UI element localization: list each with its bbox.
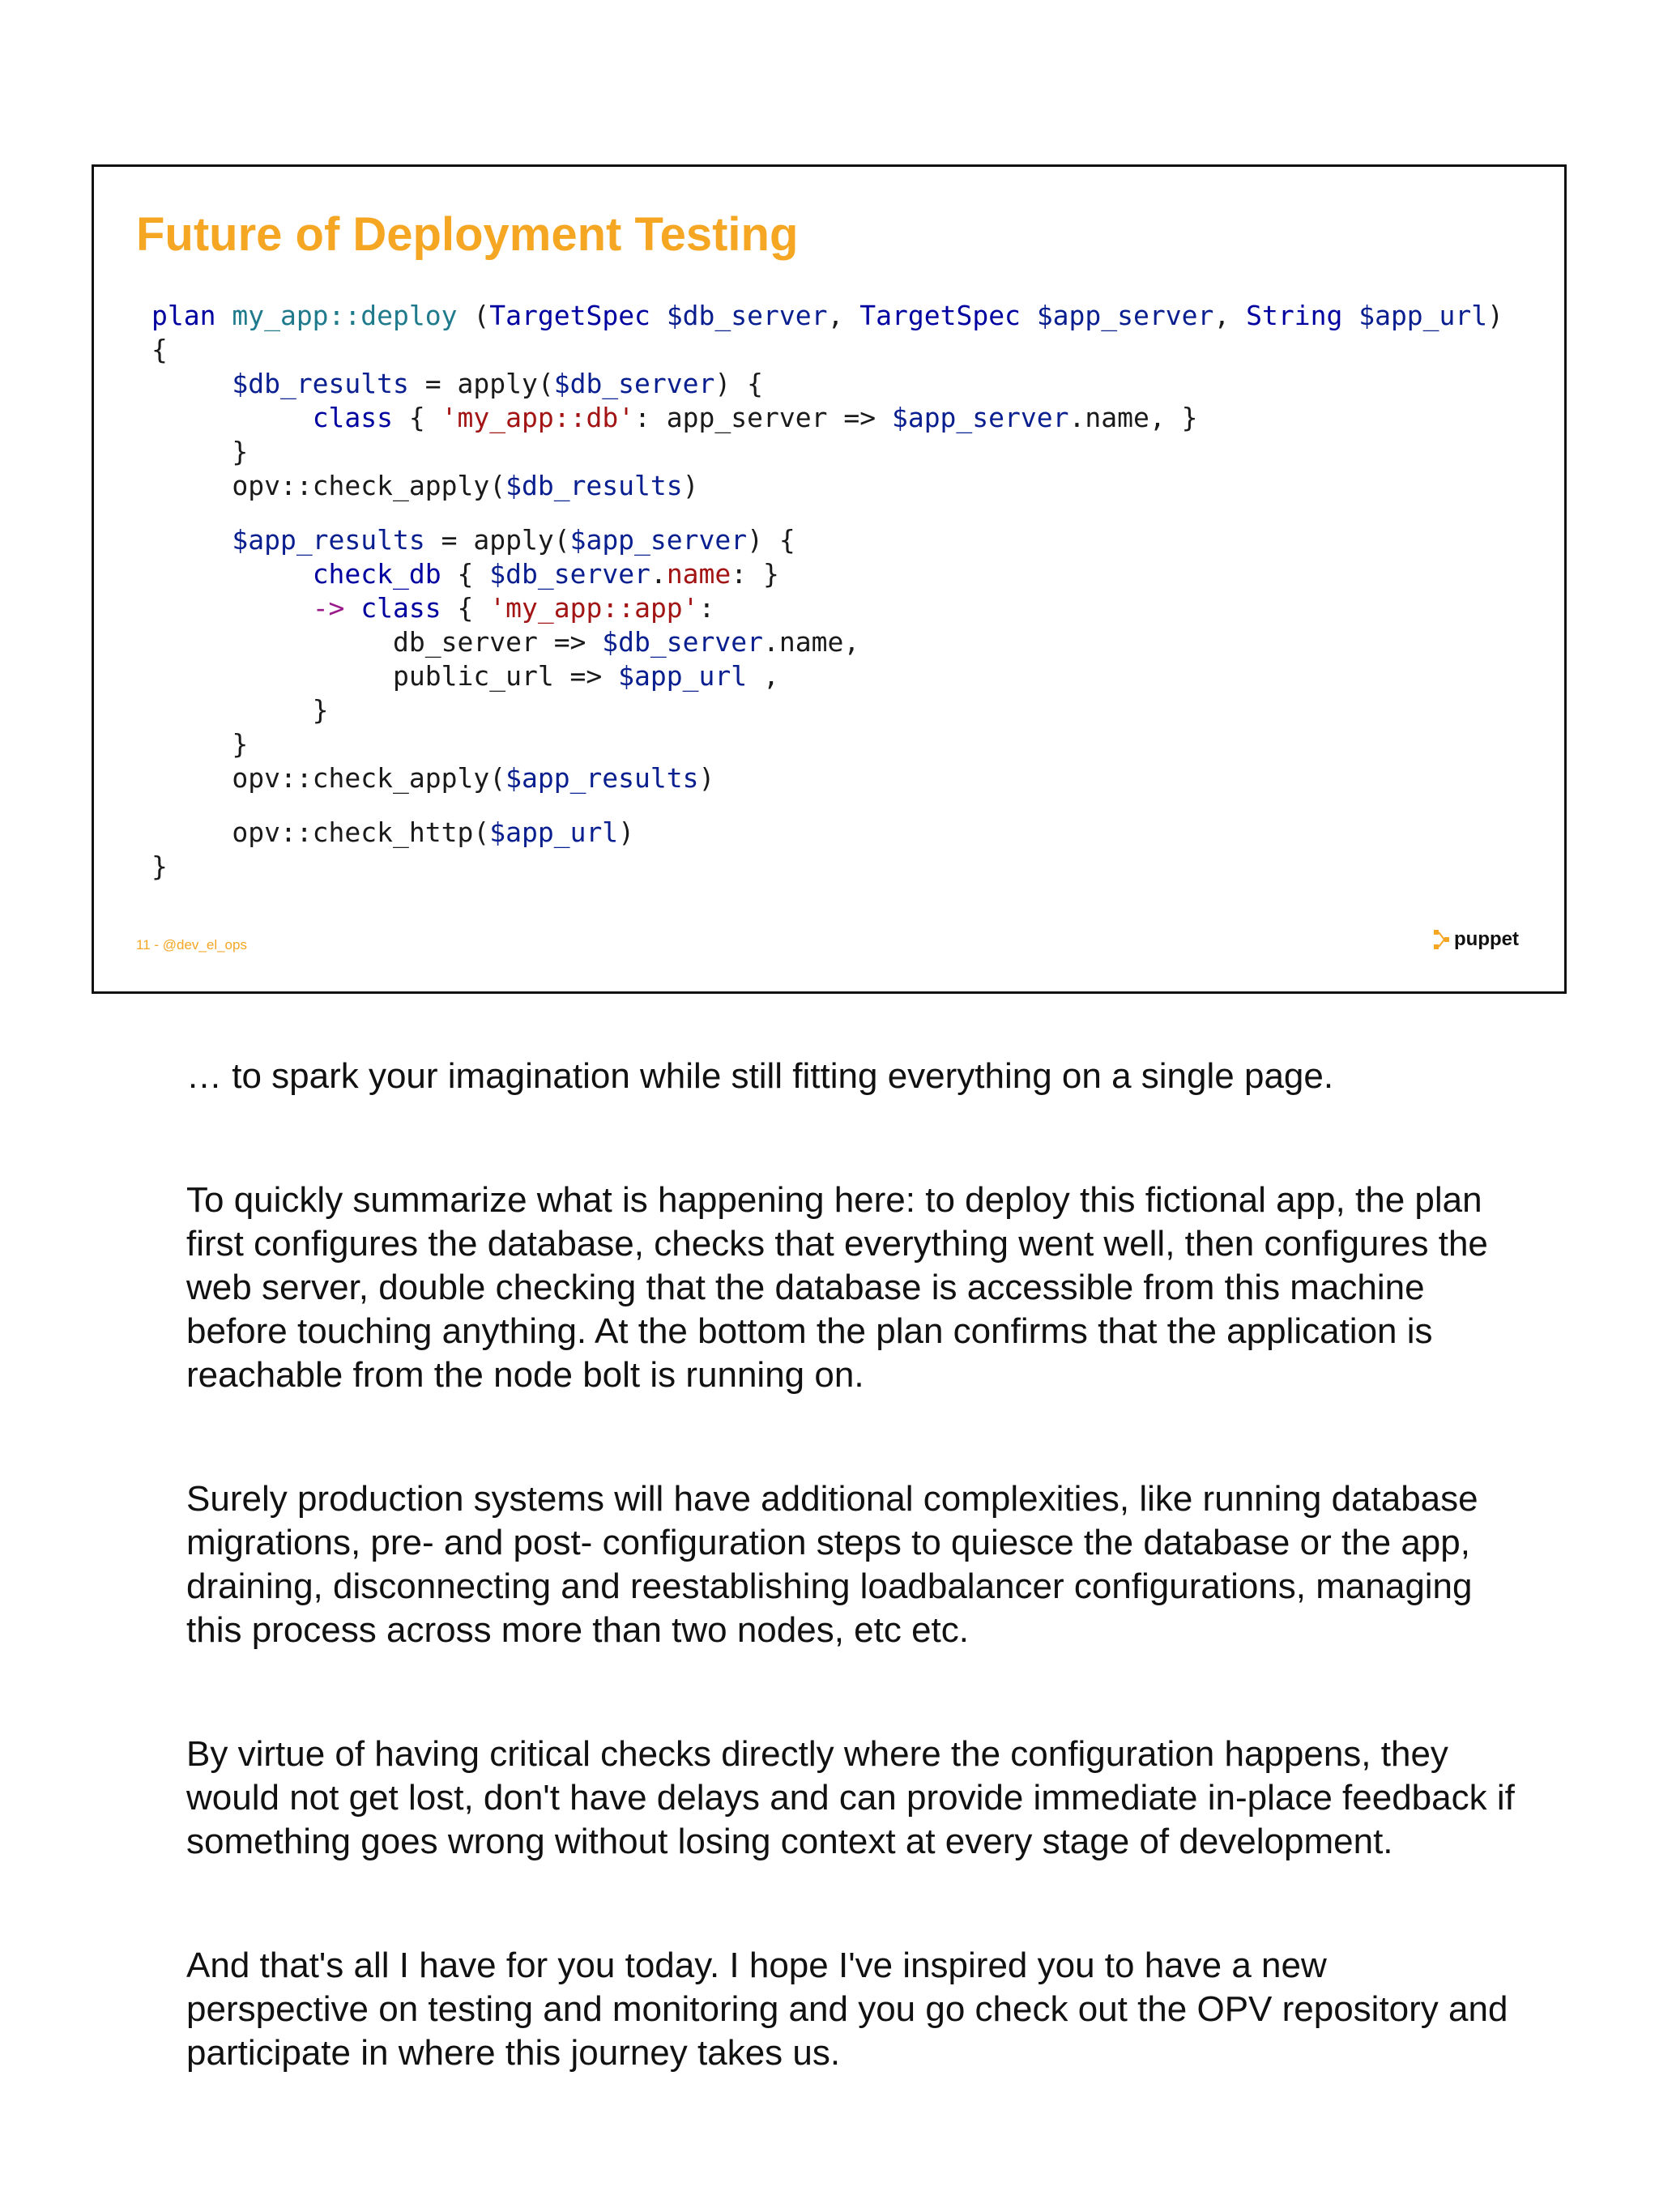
code-token [151,402,313,433]
code-line [151,625,1503,659]
code-token: public_url => [151,660,619,692]
code-token: $db_results [232,368,409,399]
puppet-logo-icon [1433,929,1451,950]
code-token: } [151,728,249,760]
code-token: $app_url [489,816,619,848]
note-paragraph: And that's all I have for you today. I hope I've inspired you to have a new perspective on testing and monitoring and you go check out the OPV repository and participate in where this journey takes us. [186,1946,1508,2073]
code-token: $app_server [1036,300,1214,331]
code-token [151,592,313,624]
code-token: -> [312,592,345,624]
code-token: = apply( [424,524,570,556]
code-token: $app_url [618,660,748,692]
code-token: $app_results [232,524,425,556]
code-line [151,727,1503,761]
code-block [151,299,1503,884]
slide-footer: 11 - @dev_el_ops [136,937,247,953]
code-token [151,558,313,590]
slide [92,164,1567,994]
code-token [1021,300,1037,331]
code-token: opv::check_apply( [151,762,506,794]
code-line [151,659,1503,693]
puppet-logo [1433,928,1519,951]
code-token: 'my_app::db' [441,402,635,433]
code-line [151,367,1503,401]
code-token: $app_server [891,402,1069,433]
code-token: ) [618,816,635,848]
code-token: check_db [312,558,441,590]
code-line [151,299,1503,333]
code-token [151,368,232,399]
code-token: db_server => [151,626,603,658]
code-line [151,591,1503,625]
code-token: : app_server => [634,402,892,433]
code-token: $db_server [553,368,715,399]
code-token: = apply( [408,368,554,399]
code-token: my_app::deploy [232,300,458,331]
code-gap [151,503,1503,523]
code-token [1342,300,1358,331]
code-token [650,300,667,331]
note-paragraph: Surely production systems will have additional complexities, like running database migrations, pre- and post- configuration steps to quiesce the database or the app, draining, disconnecting and reestablishing loadbalancer configurations, managing this process across more than two nodes, etc etc. [186,1479,1478,1650]
code-token: } [151,436,249,467]
code-token: ) { [714,368,763,399]
code-token: ) [682,470,699,501]
code-token [344,592,360,624]
code-token: 'my_app::app' [489,592,699,624]
code-line [151,761,1503,795]
code-token: TargetSpec [859,300,1021,331]
code-token: , [1213,300,1247,331]
code-token: $app_results [505,762,699,794]
speaker-notes [186,1055,1515,2075]
code-line [151,401,1503,435]
code-gap [151,795,1503,816]
code-token: String [1246,300,1343,331]
code-token: , [747,660,779,692]
code-token: $db_server [602,626,763,658]
code-token: } [151,850,168,882]
code-line [151,693,1503,727]
code-token: class [312,402,394,433]
code-token: class [360,592,441,624]
code-token: ) { [747,524,795,556]
code-token: $db_results [505,470,683,501]
code-line [151,333,1503,367]
code-token: : [698,592,715,624]
code-token: } [151,694,329,726]
code-token: $app_url [1358,300,1488,331]
code-line [151,816,1503,850]
code-token: TargetSpec [489,300,650,331]
code-token: { [393,402,441,433]
code-token: ) [1487,300,1504,331]
code-token: name [666,558,731,590]
code-token: $db_server [489,558,650,590]
code-token: .name, } [1068,402,1198,433]
code-token: ( [457,300,490,331]
code-token: { [441,592,490,624]
code-token: .name, [762,626,860,658]
code-token: plan [151,300,232,331]
code-token: { [151,334,168,365]
code-line [151,523,1503,557]
code-line [151,850,1503,884]
note-paragraph: To quickly summarize what is happening here: to deploy this fictional app, the plan first configures the database, checks that everything went well, then configures the web server, double checking that the database is accessible from this machine before touching anything. At the bottom the plan confirms that the application is reachable from the node bolt is running on. [186,1180,1488,1395]
note-paragraph: By virtue of having critical checks directly where the configuration happens, they would not get lost, don't have delays and can provide immediate in-place feedback if something goes wrong without losing context at every stage of development. [186,1734,1515,1861]
code-line [151,435,1503,469]
code-token: opv::check_apply( [151,470,506,501]
code-token: ) [698,762,715,794]
code-token: { [441,558,490,590]
code-token: $db_server [666,300,828,331]
code-token: opv::check_http( [151,816,490,848]
code-token: $app_server [569,524,748,556]
code-token: . [650,558,667,590]
code-line [151,469,1503,503]
code-token: , [827,300,860,331]
code-token: : } [731,558,779,590]
code-token [151,524,232,556]
note-paragraph: … to spark your imagination while still fitting everything on a single page. [186,1056,1334,1096]
slide-title: Future of Deployment Testing [136,208,799,261]
logo-text: puppet [1454,928,1519,950]
code-line [151,557,1503,591]
